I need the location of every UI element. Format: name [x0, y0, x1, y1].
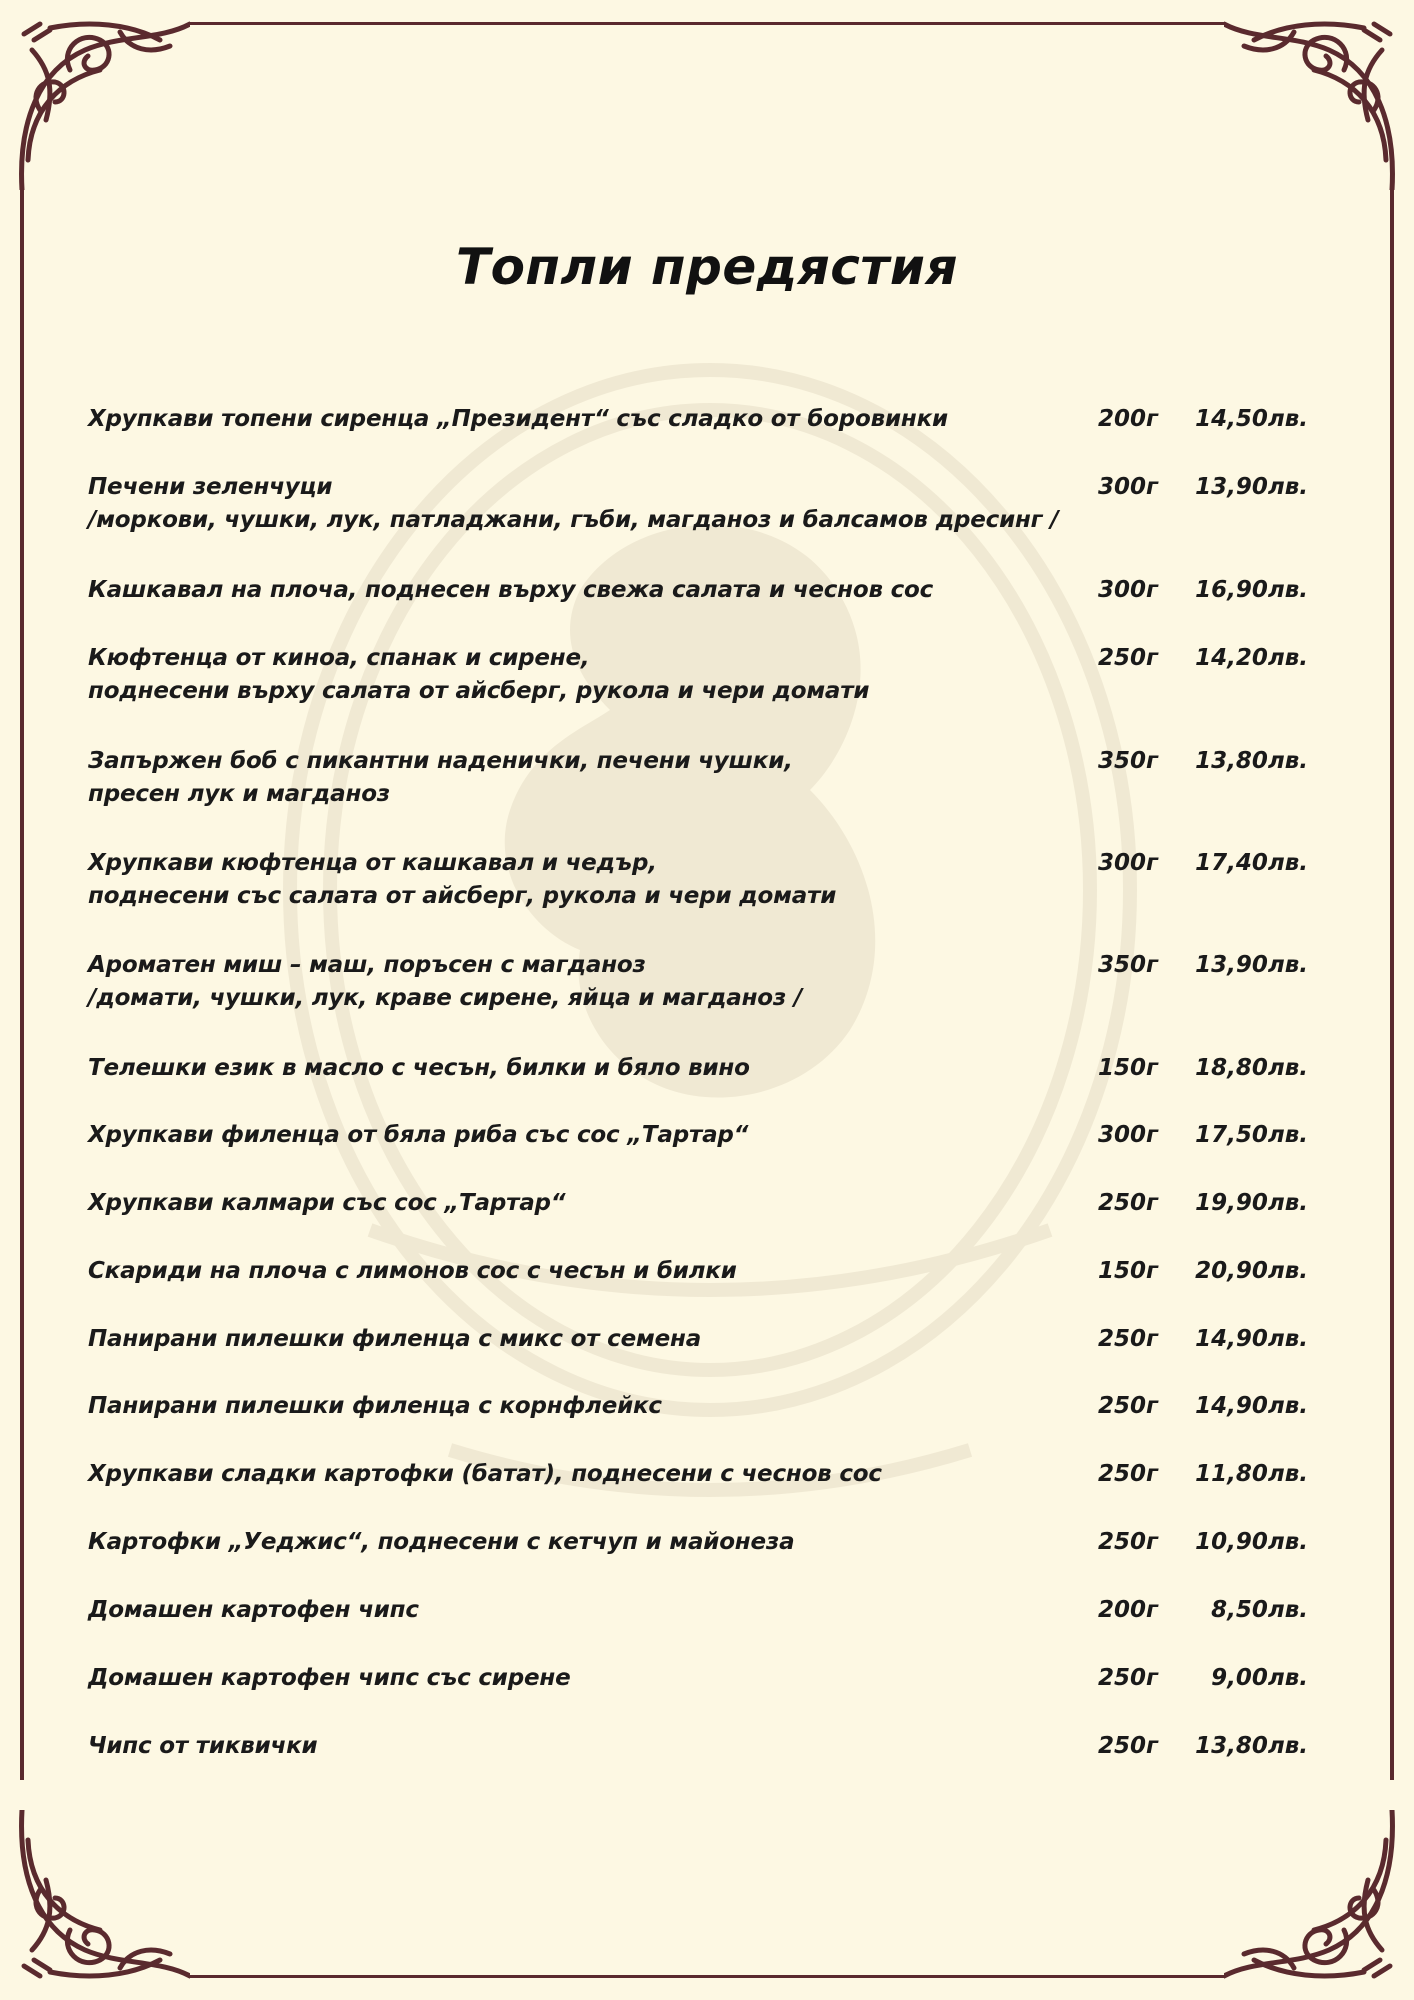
- menu-item: [88, 1326, 1308, 1386]
- menu-item-price: 10,90лв.: [1195, 1529, 1308, 1555]
- menu-item: [88, 748, 1308, 808]
- menu-item: [88, 474, 1308, 534]
- menu-item-name: Скариди на плоча с лимонов сос с чесън и билки: [88, 1258, 737, 1284]
- menu-item-name: Домашен картофен чипс: [88, 1597, 419, 1623]
- menu-item-weight: 250г: [1097, 1665, 1158, 1691]
- menu-item-price: 14,20лв.: [1195, 645, 1308, 671]
- menu-item-price: 13,90лв.: [1195, 952, 1308, 978]
- menu-item-name: Хрупкави калмари със сос „Тартар“: [88, 1190, 566, 1216]
- menu-item-name: Запържен боб с пикантни наденички, печени чушки,: [88, 748, 793, 774]
- menu-item-name: Хрупкави филенца от бяла риба със сос „Тартар“: [88, 1122, 749, 1148]
- menu-item-price: 13,80лв.: [1195, 1733, 1308, 1759]
- menu-item-name: Хрупкави сладки картофки (батат), поднесени с чеснов сос: [88, 1461, 882, 1487]
- menu-item: [88, 850, 1308, 910]
- menu-item: [88, 406, 1308, 466]
- menu-item-weight: 350г: [1097, 748, 1158, 774]
- corner-ornament-top-right: [1224, 10, 1404, 190]
- menu-item-description: /домати, чушки, лук, краве сирене, яйца и магданоз /: [88, 985, 803, 1011]
- menu-item: [88, 1258, 1308, 1318]
- menu-item-name: Кюфтенца от киноа, спанак и сирене,: [88, 645, 590, 671]
- menu-item-weight: 300г: [1097, 577, 1158, 603]
- menu-item: [88, 1733, 1308, 1793]
- menu-item-weight: 250г: [1097, 1190, 1158, 1216]
- menu-item-description: /моркови, чушки, лук, патладжани, гъби, магданоз и балсамов дресинг /: [88, 507, 1059, 533]
- menu-item-name: Хрупкави кюфтенца от кашкавал и чедър,: [88, 850, 657, 876]
- menu-item-weight: 350г: [1097, 952, 1158, 978]
- border-left-line: [20, 190, 24, 1780]
- menu-item-price: 14,90лв.: [1195, 1326, 1308, 1352]
- border-right-line: [1390, 190, 1394, 1780]
- menu-item-weight: 300г: [1097, 1122, 1158, 1148]
- menu-item-description: пресен лук и магданоз: [88, 781, 390, 807]
- menu-item-weight: 250г: [1097, 1733, 1158, 1759]
- menu-item-price: 13,80лв.: [1195, 748, 1308, 774]
- menu-item-weight: 250г: [1097, 1461, 1158, 1487]
- menu-item-weight: 200г: [1097, 1597, 1158, 1623]
- menu-item-name: Ароматен миш – маш, поръсен с магданоз: [88, 952, 646, 978]
- menu-item-name: Чипс от тиквички: [88, 1733, 318, 1759]
- menu-item-price: 17,40лв.: [1195, 850, 1308, 876]
- menu-item-price: 17,50лв.: [1195, 1122, 1308, 1148]
- menu-item-name: Картофки „Уеджис“, поднесени с кетчуп и майонеза: [88, 1529, 795, 1555]
- menu-item-name: Кашкавал на плоча, поднесен върху свежа салата и чеснов сос: [88, 577, 934, 603]
- menu-item-weight: 200г: [1097, 406, 1158, 432]
- menu-item: [88, 577, 1308, 637]
- menu-item: [88, 1393, 1308, 1453]
- menu-item-weight: 150г: [1097, 1055, 1158, 1081]
- menu-item-weight: 300г: [1097, 474, 1158, 500]
- menu-item: [88, 1461, 1308, 1521]
- menu-item-name: Панирани пилешки филенца с микс от семена: [88, 1326, 702, 1352]
- menu-item-price: 18,80лв.: [1195, 1055, 1308, 1081]
- menu-item-name: Телешки език в масло с чесън, билки и бяло вино: [88, 1055, 750, 1081]
- menu-item-description: поднесени със салата от айсберг, рукола и чери домати: [88, 883, 837, 909]
- menu-item: [88, 1122, 1308, 1182]
- menu-item-name: Хрупкави топени сиренца „Президент“ със сладко от боровинки: [88, 406, 948, 432]
- menu-item-weight: 250г: [1097, 1326, 1158, 1352]
- menu-item-weight: 300г: [1097, 850, 1158, 876]
- menu-item-price: 20,90лв.: [1195, 1258, 1308, 1284]
- menu-item: [88, 645, 1308, 705]
- menu-item-weight: 250г: [1097, 1393, 1158, 1419]
- menu-item-price: 19,90лв.: [1195, 1190, 1308, 1216]
- border-bottom-line: [190, 1975, 1224, 1978]
- menu-item: [88, 952, 1308, 1012]
- border-top-line: [190, 22, 1224, 25]
- menu-item: [88, 1529, 1308, 1589]
- menu-item-price: 11,80лв.: [1195, 1461, 1308, 1487]
- menu-item-name: Домашен картофен чипс със сирене: [88, 1665, 571, 1691]
- menu-item-price: 16,90лв.: [1195, 577, 1308, 603]
- menu-item: [88, 1190, 1308, 1250]
- menu-item: [88, 1665, 1308, 1725]
- menu-item-price: 13,90лв.: [1195, 474, 1308, 500]
- menu-item-price: 14,50лв.: [1195, 406, 1308, 432]
- menu-item-price: 14,90лв.: [1195, 1393, 1308, 1419]
- menu-item-weight: 250г: [1097, 645, 1158, 671]
- corner-ornament-top-left: [10, 10, 190, 190]
- page-title: Топли предястия: [455, 238, 959, 296]
- menu-item-weight: 250г: [1097, 1529, 1158, 1555]
- menu-item-weight: 150г: [1097, 1258, 1158, 1284]
- menu-item: [88, 1055, 1308, 1115]
- menu-item-name: Панирани пилешки филенца с корнфлейкс: [88, 1393, 662, 1419]
- corner-ornament-bottom-left: [10, 1810, 190, 1990]
- menu-item-name: Печени зеленчуци: [88, 474, 333, 500]
- corner-ornament-bottom-right: [1224, 1810, 1404, 1990]
- menu-item: [88, 1597, 1308, 1657]
- menu-item-description: поднесени върху салата от айсберг, рукола и чери домати: [88, 678, 870, 704]
- menu-item-price: 9,00лв.: [1211, 1665, 1308, 1691]
- menu-item-price: 8,50лв.: [1211, 1597, 1308, 1623]
